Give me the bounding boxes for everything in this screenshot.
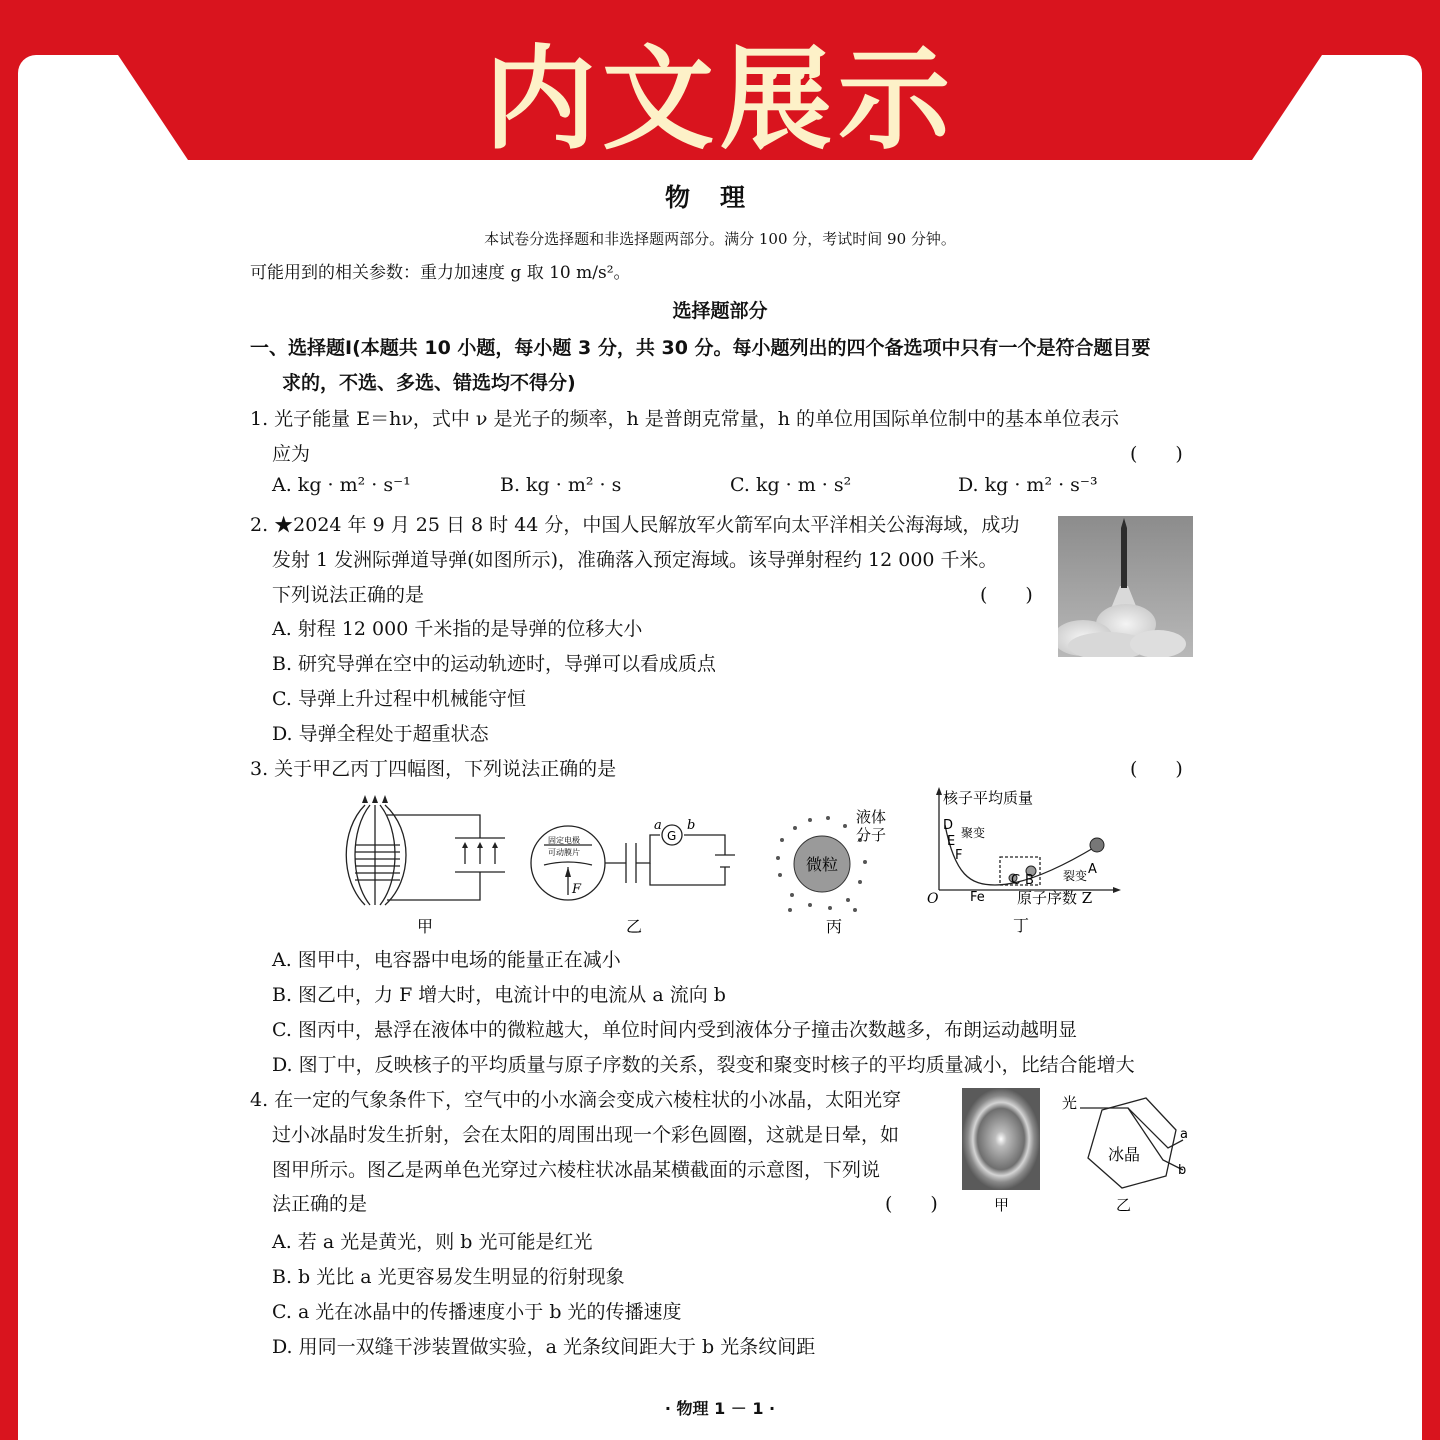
q4-option-c: C. a 光在冰晶中的传播速度小于 b 光的传播速度 (272, 1301, 682, 1323)
q2-option-b: B. 研究导弹在空中的运动轨迹时，导弹可以看成质点 (272, 653, 717, 675)
ding-point-e: E (947, 834, 956, 849)
ding-x-axis-label: 原子序数 Z (1017, 889, 1093, 907)
q2-stem-line2: 发射 1 发洲际弹道导弹(如图所示)，准确落入预定海域。该导弹射程约 12 000 千米。 (272, 549, 998, 571)
page-footer: · 物理 1 － 1 · (664, 1399, 776, 1418)
ding-fusion-label: 聚变 (961, 826, 986, 840)
q3-option-d: D. 图丁中，反映核子的平均质量与原子序数的关系，裂变和聚变时核子的平均质量减小，比结合能增大 (272, 1054, 1135, 1076)
q1-option-d: D. kg · m² · s⁻³ (958, 474, 1098, 496)
ding-origin-label: O (927, 891, 939, 907)
q1-stem-line1: 1. 光子能量 E＝hν，式中 ν 是光子的频率，h 是普朗克常量，h 的单位用国际单位制中的基本单位表示 (250, 408, 1120, 430)
ding-fission-label: 裂变 (1063, 869, 1088, 883)
q1-stem-line2: 应为 (272, 443, 311, 465)
q2-option-c: C. 导弹上升过程中机械能守恒 (272, 688, 526, 710)
figure-jia-label: 甲 (417, 917, 434, 936)
q3-answer-blank: ( ) (1130, 758, 1183, 780)
missile-launch-photo (1058, 516, 1193, 657)
figure-yi-sensor-circuit (530, 815, 745, 940)
ice-crystal-label: 冰晶 (1108, 1145, 1141, 1164)
molecule-label: 分子 (856, 826, 887, 844)
ding-point-d: D (943, 818, 954, 833)
q4-option-b: B. b 光比 a 光更容易发生明显的衍射现象 (272, 1266, 625, 1288)
ding-point-c: C (1011, 873, 1021, 888)
q2-stem-line1: 2. ★2024 年 9 月 25 日 8 时 44 分，中国人民解放军火箭军向太平洋相关公海海域，成功 (250, 514, 1020, 536)
q2-option-a: A. 射程 12 000 千米指的是导弹的位移大小 (272, 618, 643, 640)
subject-title: 物理 (664, 183, 775, 212)
exam-params: 可能用到的相关参数：重力加速度 g 取 10 m/s²。 (250, 263, 631, 283)
figure-ding-nucleon-mass (925, 785, 1125, 940)
q1-option-c: C. kg · m · s² (730, 474, 852, 496)
q1-option-b: B. kg · m² · s (500, 474, 622, 496)
ice-figure-label: 乙 (1116, 1196, 1132, 1214)
ray-b-label: b (1178, 1163, 1187, 1178)
ding-y-axis-label: 核子平均质量 (943, 789, 1034, 807)
q2-stem-line3: 下列说法正确的是 (272, 584, 425, 606)
q2-option-d: D. 导弹全程处于超重状态 (272, 723, 489, 745)
q4-stem-line1: 4. 在一定的气象条件下，空气中的小水滴会变成六棱柱状的小冰晶，太阳光穿 (250, 1089, 902, 1111)
ding-point-a: A (1088, 862, 1097, 877)
electrode-movable-label: 可动膜片 (548, 848, 580, 857)
paper-sheet (18, 55, 1422, 1440)
q3-option-a: A. 图甲中，电容器中电场的能量正在减小 (272, 949, 621, 971)
terminal-b-label: b (687, 818, 696, 833)
q4-option-d: D. 用同一双缝干涉装置做实验，a 光条纹间距大于 b 光条纹间距 (272, 1336, 816, 1358)
q4-option-a: A. 若 a 光是黄光，则 b 光可能是红光 (272, 1231, 593, 1253)
q4-stem-line2: 过小冰晶时发生折射，会在太阳的周围出现一个彩色圆圈，这就是日晕，如 (272, 1124, 900, 1146)
electrode-fixed-label: 固定电极 (548, 836, 580, 845)
figure-ding-label: 丁 (1013, 916, 1030, 935)
ding-point-f: F (955, 848, 963, 863)
particle-label: 微粒 (806, 855, 839, 874)
figure-bing-label: 丙 (826, 917, 843, 936)
q1-option-a: A. kg · m² · s⁻¹ (272, 474, 411, 496)
force-label: F (572, 882, 582, 897)
instructions-line2: 求的，不选、多选、错选均不得分) (282, 372, 576, 394)
q3-option-b: B. 图乙中，力 F 增大时，电流计中的电流从 a 流向 b (272, 984, 726, 1006)
figure-bing-brownian (770, 800, 895, 940)
q3-stem: 3. 关于甲乙丙丁四幅图，下列说法正确的是 (250, 758, 617, 780)
instructions-line1: 一、选择题Ⅰ(本题共 10 小题，每小题 3 分，共 30 分。每小题列出的四个备选项中只有一个是符合题目要 (250, 337, 1151, 359)
q4-stem-line4: 法正确的是 (272, 1193, 368, 1215)
light-label: 光 (1062, 1094, 1078, 1112)
figure-halo-photo (962, 1088, 1044, 1213)
q1-answer-blank: ( ) (1130, 443, 1183, 465)
q2-answer-blank: ( ) (980, 584, 1033, 606)
section-title: 选择题部分 (672, 300, 768, 322)
figure-yi-label: 乙 (626, 917, 643, 936)
q3-option-c: C. 图丙中，悬浮在液体中的微粒越大，单位时间内受到液体分子撞击次数越多，布朗运动越明显 (272, 1019, 1077, 1041)
galvanometer-label: G (667, 829, 677, 843)
halo-figure-label: 甲 (994, 1196, 1010, 1213)
exam-note: 本试卷分选择题和非选择题两部分。满分 100 分，考试时间 90 分钟。 (484, 230, 956, 248)
banner-title: 内文展示 (484, 35, 956, 165)
ray-a-label: a (1180, 1127, 1188, 1142)
ding-point-b: B (1025, 873, 1034, 888)
terminal-a-label: a (654, 818, 662, 833)
figure-ice-crystal-diagram (1058, 1088, 1198, 1216)
q4-stem-line3: 图甲所示。图乙是两单色光穿过六棱柱状冰晶某横截面的示意图，下列说 (272, 1159, 881, 1181)
ding-fe-label: Fe (970, 890, 985, 905)
q4-answer-blank: ( ) (885, 1193, 938, 1215)
liquid-label: 液体 (856, 808, 887, 826)
figure-jia-lc-circuit (335, 790, 515, 940)
